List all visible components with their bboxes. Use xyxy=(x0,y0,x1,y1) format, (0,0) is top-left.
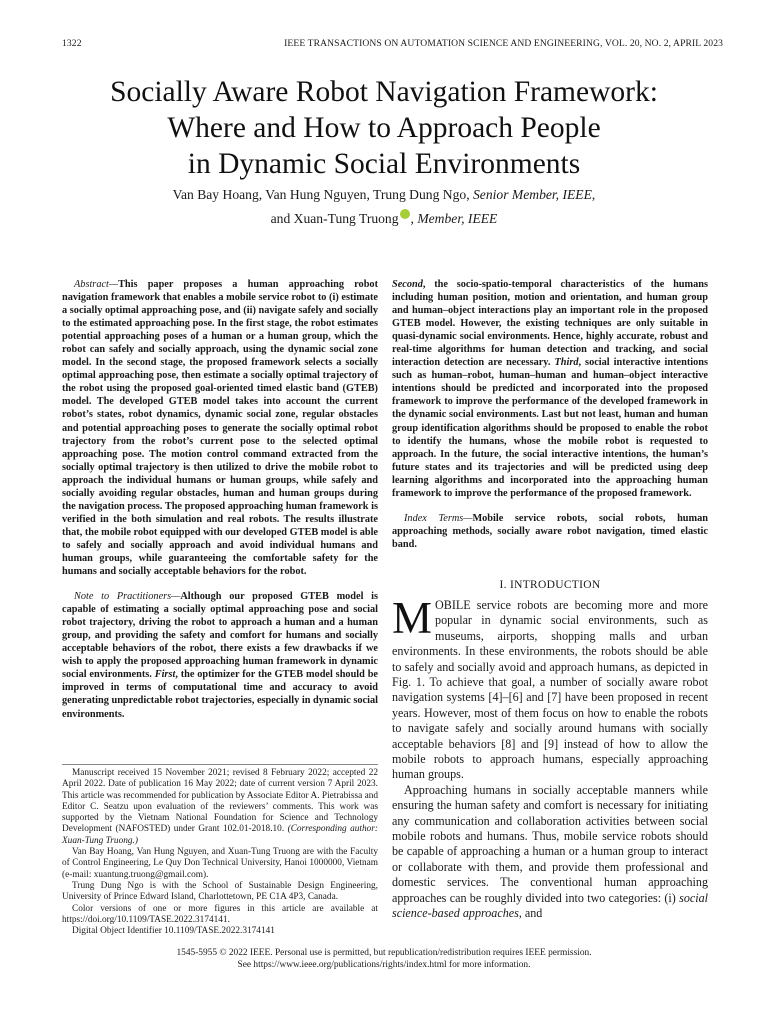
footnote-rule xyxy=(62,764,378,765)
index-terms xyxy=(392,512,708,551)
index-terms-text: Mobile service robots, social robots, human approaching methods, socially aware robot navigation, timed elastic band. xyxy=(392,512,708,550)
footnote-corresponding: (Corresponding author: Xuan-Tung Truong.) xyxy=(62,824,378,846)
author-comma: , xyxy=(591,187,596,202)
note-first: First xyxy=(154,669,176,681)
author-sep: , xyxy=(410,211,418,226)
abstract xyxy=(62,278,378,578)
note-third: Third xyxy=(554,357,579,369)
footnotes xyxy=(62,768,378,937)
footnote-affiliation-2: Trung Dung Ngo is with the School of Sustainable Design Engineering, University of Prince Edward Island, Charlottetown, PE C1A 4P3, Canada. xyxy=(62,880,378,903)
intro-paragraph-2 xyxy=(392,783,708,922)
title-line-3: in Dynamic Social Environments xyxy=(187,148,581,180)
author-line-2 xyxy=(40,207,728,231)
note-label: Note to Practitioners— xyxy=(74,591,181,603)
intro-p2-emphasis: social science-based approaches xyxy=(392,890,708,921)
page-number: 1322 xyxy=(62,38,82,49)
section-numeral: I. xyxy=(499,578,510,591)
footnote-color-versions: Color versions of one or more figures in this article are available at https://doi.org/10.1109/TASE.2022.3174141. xyxy=(62,903,378,925)
note-text-3: , the socio-spatio-temporal characteristics of the humans including human position, motion and orientation, and human group and human–object interactions play an important role in the proposed GTEB model. However, the existing techniques are only suitable in quasi-dynamic social environments. Hence, highly accurate, robust and real-time algorithms for human detection and tracking, and social interaction detection are necessary. xyxy=(392,279,708,369)
title-line-1: Socially Aware Robot Navigation Framework: xyxy=(110,76,658,108)
running-header: IEEE TRANSACTIONS ON AUTOMATION SCIENCE AND ENGINEERING, VOL. 20, NO. 2, APRIL 2023 xyxy=(284,38,723,49)
index-terms-label: Index Terms— xyxy=(404,512,473,524)
author-names-2: and Xuan-Tung Truong xyxy=(270,211,399,226)
left-column xyxy=(62,278,378,721)
paper-title xyxy=(40,74,728,182)
note-text-2: , the optimizer for the GTEB model should be improved in terms of computational time and accuracy to avoid generating unpredictable robot trajectories, especially in dynamic social environments. xyxy=(62,669,378,720)
note-text-4: , social interactive intentions such as human–robot, human–human and human–object interactive intentions should be predicted and incorporated into the proposed framework to improve the performance of the developed framework in the dynamic social environments. Last but not least, human and human group identification algorithms should be proposed to enable the robot to identify the humans, whose the mobile robot is requested to approach. In the future, the social interactive intentions, the human’s future states and its trajectories and will be predicted using deep learning algorithms and incorporated into the approaching human framework to improve the performance of the proposed framework. xyxy=(392,357,709,499)
abstract-text: This paper proposes a human approaching robot navigation framework that enables a mobile service robot to (i) estimate a socially optimal approaching pose, and (ii) navigate safely and socially to the estimated approaching pose. In the first stage, the robot estimates potential approaching poses of a human or a human group, which the robot can safely and socially approach, using the dynamic social zone model. In the second stage, the proposed framework selects a socially optimal approaching pose, then estimate a socially optimal trajectory of the robot using the proposed goal-oriented timed elastic band (GTEB) model. The developed GTEB model takes into account the current robot’s states, robot dynamics, dynamic social zone, regular obstacles and potential approaching poses to generate the socially optimal robot trajectory from the robot’s current pose to the selected optimal approaching pose. The motion control command extracted from the socially optimal trajectory is then utilized to drive the mobile robot to approach the individual humans or human groups, while safely and socially avoiding regular obstacles, human and human groups during the navigation process. The proposed approaching human framework is verified in the both simulation and real robots. The results illustrate that, the mobile robot equipped with our developed GTEB model is able to safely and socially approach and avoid individual humans and human groups, while guaranteeing the comfortable safety for the humans and socially acceptable behaviors for the robot. xyxy=(62,279,378,578)
copyright-notice xyxy=(40,948,728,971)
note-text-1: Although our proposed GTEB model is capable of estimating a socially optimal approaching pose and social robot trajectory, driving the robot to approach a human and a human group, and providing the safety and comfort for humans and socially acceptable behaviors of the robot, there exists a few drawbacks if we wish to apply the proposed approaching human framework in dynamic social environments. xyxy=(62,591,378,681)
author-list xyxy=(40,183,728,231)
section-initial: I xyxy=(509,578,515,591)
copyright-line-2: See https://www.ieee.org/publications/rights/index.html for more information. xyxy=(237,959,531,970)
intro-p2-end: , and xyxy=(518,906,543,921)
note-continued xyxy=(392,278,708,500)
section-heading-introduction xyxy=(392,579,708,591)
intro-paragraph-1 xyxy=(392,592,708,783)
author-line-1 xyxy=(40,183,728,207)
right-column xyxy=(392,278,708,921)
footnote-p1: Manuscript received 15 November 2021; revised 8 February 2022; accepted 22 April 2022. Date of publication 16 May 2022; date of current version 7 April 2023. This article was recommended for publication by Associate Editor A. Pietrabissa and Editor C. Seatzu upon evaluation of the reviewers’ comments. This work was supported by the Vietnam National Foundation for Science and Technology Development (NAFOSTED) under Grant 102.01-2018.10. xyxy=(62,768,378,835)
footnote-affiliation-1: Van Bay Hoang, Van Hung Nguyen, and Xuan-Tung Truong are with the Faculty of Control Engineering, Le Quy Don Technical University, Hanoi 1000000, Vietnam (e-mail: xuantung.truong@gmail.com). xyxy=(62,847,378,880)
drop-cap: M xyxy=(392,592,433,643)
orcid-icon[interactable] xyxy=(400,209,410,219)
author-role-2: Member, IEEE xyxy=(417,211,498,226)
note-second: Second xyxy=(392,279,423,290)
footnote-doi: Digital Object Identifier 10.1109/TASE.2022.3174141 xyxy=(72,926,275,937)
abstract-label: Abstract— xyxy=(74,279,119,290)
copyright-line-1: 1545-5955 © 2022 IEEE. Personal use is permitted, but republication/redistribution requires IEEE permission. xyxy=(176,948,592,958)
author-names-1: Van Bay Hoang, Van Hung Nguyen, Trung Dung Ngo, xyxy=(172,187,473,202)
intro-p1-text: OBILE service robots are becoming more and more popular in dynamic social environments, such as museums, airports, shopping malls and urban environments. In these environments, the robots should be able to safely and socially avoid and approach humans, as depicted in Fig. 1. To achieve that goal, a number of socially aware robot navigation systems [4]–[6] and [7] have been proposed in recent years. However, most of them focus on how to enable the robots to navigate safely and socially around humans with socially acceptable behaviors [8] and [9] instead of how to allow the mobile robots to approach humans, especially approaching human groups. xyxy=(392,597,708,782)
intro-p2-text: Approaching humans in socially acceptable manners while ensuring the human safety and comfort is necessary for initiating any communication and collaboration activities between social mobile robots and humans. Thus, mobile service robots should be capable of approaching a human or a human group to interact or collaborate with them, and provide them professional and domestic services. The conventional human approaching approaches can be roughly divided into two categories: (i) xyxy=(392,782,708,905)
section-title-rest: NTRODUCTION xyxy=(514,578,601,591)
title-line-2: Where and How to Approach People xyxy=(167,112,601,144)
footnote-manuscript xyxy=(62,768,378,847)
author-role-1: Senior Member, IEEE xyxy=(473,187,592,202)
note-to-practitioners xyxy=(62,590,378,720)
